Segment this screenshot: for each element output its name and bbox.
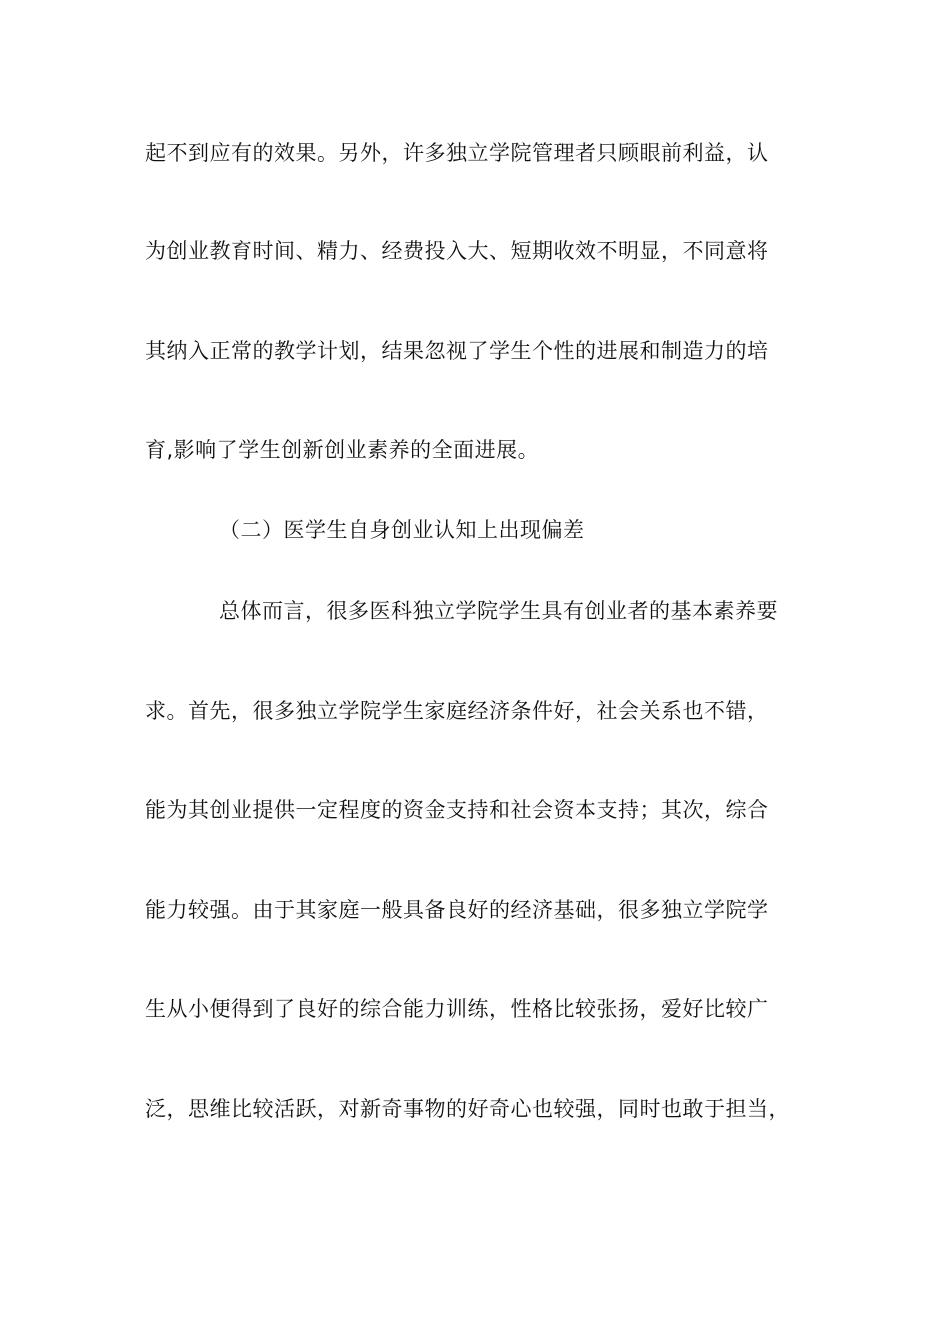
paragraph-1-line-1: 起不到应有的效果。另外，许多独立学院管理者只顾眼前利益，认: [145, 141, 769, 165]
paragraph-1-line-3: 其纳入正常的教学计划，结果忽视了学生个性的进展和制造力的培: [145, 339, 769, 363]
paragraph-2-line-5: 生从小便得到了良好的综合能力训练，性格比较张扬，爱好比较广: [145, 997, 769, 1021]
paragraph-1-line-2: 为创业教育时间、精力、经费投入大、短期收效不明显，不同意将: [145, 239, 769, 263]
paragraph-1-line-4: 育,影响了学生创新创业素养的全面进展。: [145, 438, 540, 462]
paragraph-2-line-3: 能为其创业提供一定程度的资金支持和社会资本支持；其次，综合: [145, 798, 769, 822]
paragraph-2-line-4: 能力较强。由于其家庭一般具备良好的经济基础，很多独立学院学: [145, 898, 769, 922]
paragraph-2-line-2: 求。首先，很多独立学院学生家庭经济条件好，社会关系也不错，: [145, 699, 769, 723]
section-heading: （二）医学生自身创业认知上出现偏差: [219, 518, 585, 542]
paragraph-2-line-6: 泛，思维比较活跃，对新奇事物的好奇心也较强，同时也敢于担当，: [145, 1097, 790, 1121]
paragraph-2-line-1: 总体而言，很多医科独立学院学生具有创业者的基本素养要: [219, 599, 778, 623]
